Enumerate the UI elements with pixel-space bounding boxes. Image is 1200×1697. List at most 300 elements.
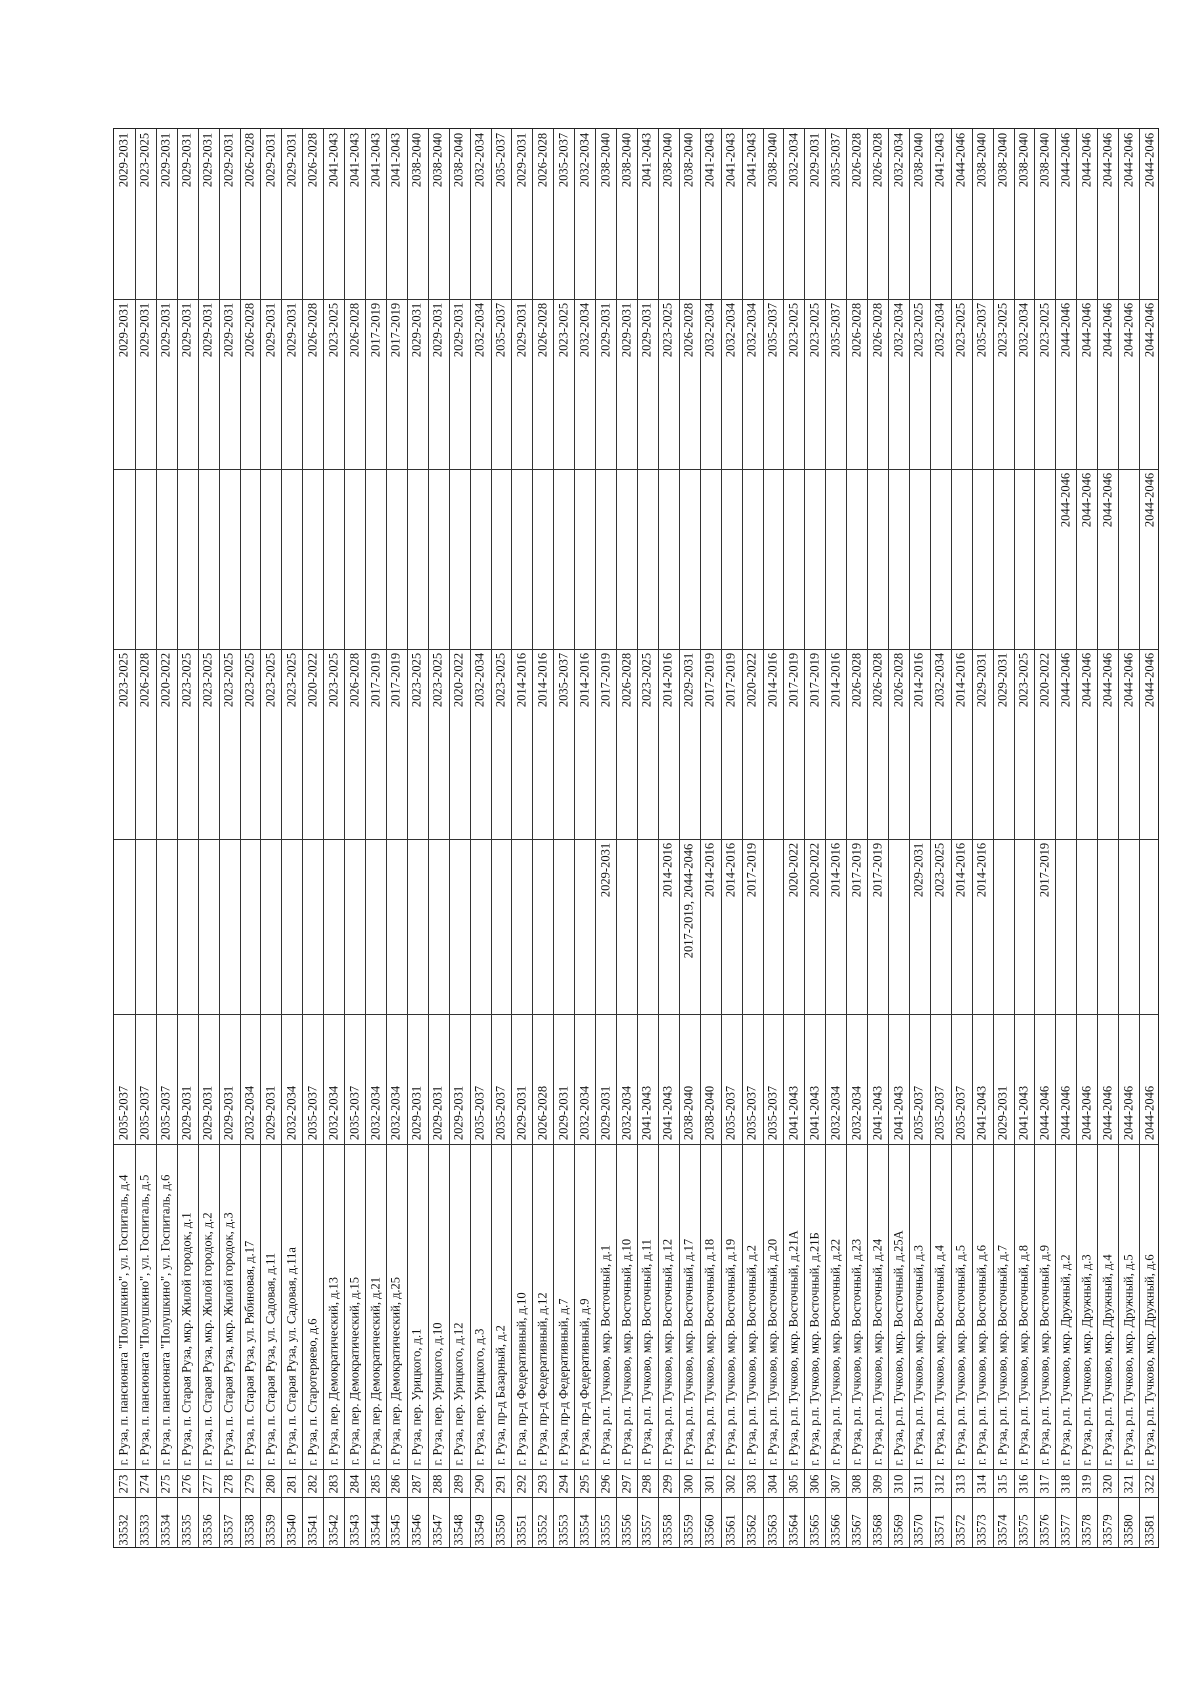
table-cell-c9: 2026-2028 [305,132,320,188]
table-cell-c4: 2044-2046 [1079,1085,1094,1141]
table-cell-id: 33546 [409,1513,424,1546]
table-cell-c8: 2044-2046 [1121,302,1136,358]
table-cell-c4: 2038-2040 [702,1085,717,1141]
table-cell-address: г. Руза, р.п. Тучково, мкр. Дружный, д.4 [1100,1253,1115,1466]
table-cell-address: г. Руза, пер. Демократический, д.13 [326,1276,341,1466]
table-cell-c5: 2014-2016 [974,842,989,898]
table-cell-address: г. Руза, р.п. Тучково, мкр. Восточный, д.21А [786,1229,801,1466]
row-separator [804,129,805,1547]
table-cell-n: 274 [137,1474,152,1493]
row-separator [888,129,889,1547]
table-cell-n: 298 [639,1474,654,1493]
table-cell-c5: 2029-2031 [598,842,613,898]
table-cell-id: 33545 [388,1513,403,1546]
table-cell-c6: 2023-2025 [409,652,424,708]
table-cell-c6: 2023-2025 [430,652,445,708]
table-cell-c6: 2026-2028 [619,652,634,708]
table-cell-n: 285 [368,1474,382,1493]
table-cell-c6: 2014-2016 [765,652,780,708]
row-separator [177,129,178,1547]
table-cell-c5: 2017-2019 [870,842,885,898]
table-cell-c8: 2032-2034 [891,302,905,358]
row-separator [532,129,533,1547]
row-separator [156,129,157,1547]
table-cell-c9: 2038-2040 [409,132,424,188]
table-cell-n: 286 [388,1474,403,1493]
row-separator [574,129,575,1547]
table-cell-c6: 2017-2019 [786,652,801,708]
table-cell-address: г. Руза, р.п. Тучково, мкр. Дружный, д.5 [1121,1253,1136,1466]
table-cell-c4: 2029-2031 [556,1085,571,1141]
table-cell-n: 275 [158,1474,173,1493]
table-cell-id: 33569 [891,1513,905,1546]
table-cell-address: г. Руза, п. Старая Руза, мкр. Жилой городок, д.3 [221,1211,236,1466]
table-cell-c6: 2014-2016 [911,652,926,708]
table-cell-c8: 2026-2028 [849,302,864,358]
table-cell-c6: 2023-2025 [179,652,194,708]
table-cell-c8: 2029-2031 [263,302,278,358]
table-cell-c8: 2029-2031 [451,302,466,358]
table-cell-c6: 2026-2028 [137,652,152,708]
table-cell-c4: 2035-2037 [347,1085,362,1141]
table-cell-c8: 2032-2034 [744,302,759,358]
table-cell-c6: 2026-2028 [870,652,885,708]
table-cell-n: 294 [556,1474,571,1493]
table-cell-c8: 2029-2031 [430,302,445,358]
table-cell-address: г. Руза, р.п. Тучково, мкр. Восточный, д.8 [1016,1245,1031,1465]
table-cell-n: 322 [1142,1474,1157,1493]
table-cell-id: 33553 [556,1513,571,1546]
table-cell-c9: 2038-2040 [974,132,989,188]
table-cell-c9: 2032-2034 [472,132,487,188]
table-cell-c7: 2044-2046 [1100,472,1115,528]
table-cell-c4: 2035-2037 [765,1085,780,1141]
table-cell-address: г. Руза, р.п. Тучково, мкр. Восточный, д.5 [953,1245,968,1465]
table-cell-c9: 2044-2046 [1079,132,1094,188]
table-cell-id: 33551 [514,1513,529,1546]
table-cell-address: г. Руза, пер. Демократический, д.25 [388,1276,403,1466]
table-cell-c9: 2044-2046 [1121,132,1136,188]
table-cell-c8: 2032-2034 [577,302,592,358]
row-separator [825,129,826,1547]
table-cell-id: 33564 [786,1513,801,1546]
table-cell-c4: 2035-2037 [911,1085,926,1141]
table-cell-c4: 2035-2037 [932,1085,947,1141]
table-cell-c9: 2041-2043 [368,132,382,188]
table-cell-id: 33548 [451,1513,466,1546]
table-cell-c6: 2029-2031 [974,652,989,708]
table-cell-c4: 2032-2034 [828,1085,843,1141]
table-cell-c9: 2044-2046 [1142,132,1157,188]
table-cell-c9: 2038-2040 [995,132,1010,188]
table-cell-c9: 2044-2046 [953,132,968,188]
table-cell-c6: 2020-2022 [1037,652,1052,708]
table-cell-c4: 2029-2031 [221,1085,236,1141]
table-cell-n: 308 [849,1474,864,1493]
table-cell-c6: 2023-2025 [221,652,236,708]
table-cell-c6: 2035-2037 [556,652,571,708]
table-cell-n: 292 [514,1474,529,1493]
table-cell-address: г. Руза, р.п. Тучково, мкр. Восточный, д.17 [681,1238,696,1466]
table-cell-c9: 2026-2028 [849,132,864,188]
table-cell-c8: 2023-2025 [326,302,341,358]
table-cell-c6: 2020-2022 [744,652,759,708]
table-cell-c9: 2035-2037 [828,132,843,188]
table-cell-c9: 2029-2031 [200,132,215,188]
table-cell-n: 302 [723,1474,738,1493]
table-cell-c5: 2014-2016 [723,842,738,898]
row-separator [240,129,241,1547]
table-cell-c9: 2029-2031 [514,132,529,188]
row-separator [930,129,931,1547]
row-separator [658,129,659,1547]
table-cell-c8: 2023-2025 [953,302,968,358]
row-separator [1034,129,1035,1547]
table-cell-c6: 2026-2028 [849,652,864,708]
row-separator [365,129,366,1547]
row-separator [1097,129,1098,1547]
table-cell-c6: 2032-2034 [472,652,487,708]
table-cell-c9: 2041-2043 [347,132,362,188]
table-cell-n: 311 [911,1474,926,1494]
table-cell-id: 33574 [995,1513,1010,1546]
table-cell-c5: 2017-2019 [744,842,759,898]
table-cell-c8: 2023-2025 [1037,302,1052,358]
table-cell-address: г. Руза, р.п. Тучково, мкр. Восточный, д.20 [765,1238,780,1466]
column-separator [114,299,1158,300]
table-cell-address: г. Руза, пр-д Базарный, д.2 [493,1325,508,1465]
table-cell-c8: 2032-2034 [702,302,717,358]
table-cell-n: 317 [1037,1474,1052,1493]
table-cell-id: 33570 [911,1513,926,1546]
column-separator [114,1014,1158,1015]
table-cell-c4: 2032-2034 [619,1085,634,1141]
table-cell-id: 33581 [1142,1513,1157,1546]
table-cell-id: 33550 [493,1513,508,1546]
table-cell-id: 33556 [619,1513,634,1546]
table-cell-address: г. Руза, р.п. Тучково, мкр. Восточный, д.21Б [807,1231,822,1466]
table-cell-id: 33565 [807,1513,822,1546]
table-cell-c5: 2014-2016 [702,842,717,898]
table-cell-c4: 2035-2037 [305,1085,320,1141]
table-cell-c4: 2032-2034 [388,1085,403,1141]
table-cell-c6: 2023-2025 [116,652,131,708]
row-separator [1055,129,1056,1547]
table-cell-n: 278 [221,1474,236,1493]
table-cell-id: 33561 [723,1513,738,1546]
table-cell-c9: 2032-2034 [786,132,801,188]
table-cell-address: г. Руза, р.п. Тучково, мкр. Восточный, д.1 [598,1245,613,1465]
table-cell-id: 33537 [221,1513,236,1546]
table-cell-id: 33544 [368,1513,382,1546]
table-cell-c6: 2032-2034 [932,652,947,708]
table-cell-c6: 2014-2016 [828,652,843,708]
table-cell-c4: 2041-2043 [639,1085,654,1141]
table-cell-c4: 2044-2046 [1037,1085,1052,1141]
table-cell-c8: 2029-2031 [179,302,194,358]
table-cell-c5: 2020-2022 [807,842,822,898]
column-separator [114,1144,1158,1145]
table-cell-c4: 2029-2031 [451,1085,466,1141]
table-cell-c9: 2041-2043 [639,132,654,188]
row-separator [302,129,303,1547]
table-cell-c4: 2032-2034 [368,1085,382,1141]
table-cell-c9: 2044-2046 [1100,132,1115,188]
table-cell-id: 33554 [577,1513,592,1546]
table-cell-address: г. Руза, пер. Демократический, д.15 [347,1276,362,1466]
table-cell-c6: 2014-2016 [660,652,675,708]
table-cell-c8: 2026-2028 [242,302,257,358]
row-separator [783,129,784,1547]
table-cell-c8: 2029-2031 [200,302,215,358]
row-separator [951,129,952,1547]
table-cell-address: г. Руза, пр-д Федеративный, д.7 [556,1298,571,1465]
table-cell-c4: 2041-2043 [1016,1085,1031,1141]
table-cell-c6: 2044-2046 [1142,652,1157,708]
table-cell-n: 310 [891,1474,905,1493]
table-cell-c9: 2038-2040 [681,132,696,188]
row-separator [1076,129,1077,1547]
table-cell-c9: 2038-2040 [1037,132,1052,188]
table-cell-address: г. Руза, р.п. Тучково, мкр. Восточный, д.18 [702,1238,717,1466]
table-cell-n: 319 [1079,1474,1094,1493]
table-cell-c9: 2041-2043 [388,132,403,188]
table-cell-c8: 2029-2031 [514,302,529,358]
table-cell-c9: 2029-2031 [284,132,299,188]
table-cell-c6: 2023-2025 [263,652,278,708]
table-cell-id: 33568 [870,1513,885,1546]
table-cell-address: г. Руза, р.п. Тучково, мкр. Восточный, д.3 [911,1245,926,1465]
table-cell-n: 273 [116,1474,131,1493]
table-cell-c9: 2041-2043 [723,132,738,188]
table-cell-id: 33543 [347,1513,362,1546]
table-cell-c9: 2026-2028 [535,132,550,188]
row-separator [386,129,387,1547]
table-cell-c5: 2014-2016 [953,842,968,898]
table-cell-c4: 2035-2037 [472,1085,487,1141]
table-cell-c4: 2029-2031 [514,1085,529,1141]
table-cell-address: г. Руза, пр-д Федеративный, д.12 [535,1291,550,1466]
table-cell-c8: 2029-2031 [158,302,173,358]
table-cell-c6: 2020-2022 [158,652,173,708]
table-cell-c6: 2023-2025 [493,652,508,708]
table-cell-c6: 2017-2019 [598,652,613,708]
table-cell-c8: 2044-2046 [1142,302,1157,358]
table-cell-address: г. Руза, р.п. Тучково, мкр. Дружный, д.6 [1142,1253,1157,1466]
table-cell-n: 284 [347,1474,362,1493]
table-cell-n: 300 [681,1474,696,1493]
table-cell-n: 318 [1058,1474,1073,1493]
table-cell-c5: 2014-2016 [828,842,843,898]
table-cell-n: 283 [326,1474,341,1493]
table-cell-c6: 2017-2019 [368,652,382,708]
table-cell-c8: 2035-2037 [974,302,989,358]
table-cell-c8: 2029-2031 [221,302,236,358]
table-cell-c8: 2029-2031 [409,302,424,358]
table-cell-n: 312 [932,1474,947,1493]
table-cell-c9: 2038-2040 [451,132,466,188]
table-cell-address: г. Руза, р.п. Тучково, мкр. Восточный, д.4 [932,1245,947,1465]
row-separator [1118,129,1119,1547]
table-cell-c6: 2044-2046 [1079,652,1094,708]
table-cell-n: 313 [953,1474,968,1493]
table-cell-id: 33566 [828,1513,843,1546]
table-cell-id: 33542 [326,1513,341,1546]
row-separator [595,129,596,1547]
table-cell-c9: 2035-2037 [493,132,508,188]
table-cell-c5: 2017-2019, 2044-2046 [681,843,696,958]
table-cell-n: 277 [200,1474,215,1493]
table-cell-c7: 2044-2046 [1079,472,1094,528]
table-cell-c4: 2041-2043 [891,1085,905,1141]
table-cell-c8: 2017-2019 [368,302,382,358]
table-cell-id: 33535 [179,1513,194,1546]
table-cell-c6: 2023-2025 [326,652,341,708]
row-separator [344,129,345,1547]
row-separator [260,129,261,1547]
table-cell-c6: 2023-2025 [639,652,654,708]
table-cell-address: г. Руза, п. пансионата "Полушкино", ул. Госпиталь, д.6 [158,1174,173,1465]
table-cell-c8: 2023-2025 [807,302,822,358]
table-cell-address: г. Руза, пер. Демократический, д.21 [368,1276,382,1466]
table-cell-n: 279 [242,1474,257,1493]
table-cell-c8: 2026-2028 [870,302,885,358]
table-cell-id: 33572 [953,1513,968,1546]
table-cell-address: г. Руза, пер. Урицкого, д.10 [430,1321,445,1466]
table-cell-c8: 2029-2031 [116,302,131,358]
table-cell-c4: 2041-2043 [807,1085,822,1141]
table-cell-c4: 2035-2037 [493,1085,508,1141]
table-cell-c8: 2032-2034 [472,302,487,358]
table-cell-c4: 2029-2031 [409,1085,424,1141]
table-cell-c4: 2044-2046 [1142,1085,1157,1141]
table-cell-c8: 2032-2034 [723,302,738,358]
table-cell-c6: 2020-2022 [451,652,466,708]
row-separator [867,129,868,1547]
table-cell-c8: 2023-2025 [786,302,801,358]
table-cell-c4: 2029-2031 [263,1085,278,1141]
row-separator [700,129,701,1547]
table-cell-c9: 2026-2028 [242,132,257,188]
table-cell-c9: 2038-2040 [765,132,780,188]
table-cell-c6: 2023-2025 [242,652,257,708]
table-cell-n: 304 [765,1474,780,1493]
table-cell-c6: 2017-2019 [388,652,403,708]
table-cell-c6: 2029-2031 [995,652,1010,708]
table-cell-address: г. Руза, пер. Урицкого, д.3 [472,1328,487,1465]
table-cell-address: г. Руза, пр-д Федеративный, д.9 [577,1298,592,1465]
row-separator [1014,129,1015,1547]
column-separator [114,1497,1158,1498]
table-cell-n: 299 [660,1474,675,1493]
row-separator [909,129,910,1547]
row-separator [679,129,680,1547]
table-cell-n: 282 [305,1474,320,1493]
table-cell-address: г. Руза, р.п. Тучково, мкр. Восточный, д.6 [974,1245,989,1465]
table-cell-c8: 2044-2046 [1079,302,1094,358]
table-cell-c6: 2026-2028 [891,652,905,708]
table-cell-n: 293 [535,1474,550,1493]
table-cell-c5: 2023-2025 [932,842,947,898]
table-cell-n: 320 [1100,1474,1115,1493]
table-cell-address: г. Руза, пр-д Федеративный, д.10 [514,1291,529,1466]
row-separator [219,129,220,1547]
table-cell-c4: 2044-2046 [1058,1085,1073,1141]
table-cell-c7: 2044-2046 [1142,472,1157,528]
row-separator [511,129,512,1547]
table-cell-c4: 2029-2031 [995,1085,1010,1141]
table-cell-c9: 2032-2034 [577,132,592,188]
row-separator [637,129,638,1547]
table-cell-id: 33560 [702,1513,717,1546]
row-separator [281,129,282,1547]
table-cell-address: г. Руза, п. пансионата "Полушкино", ул. Госпиталь, д.4 [116,1174,131,1465]
table-cell-id: 33562 [744,1513,759,1546]
table-cell-c9: 2032-2034 [891,132,905,188]
table-cell-n: 314 [974,1474,989,1493]
table-cell-address: г. Руза, р.п. Тучково, мкр. Восточный, д.23 [849,1238,864,1466]
table-cell-c8: 2035-2037 [828,302,843,358]
column-separator [114,1469,1158,1470]
table-cell-id: 33536 [200,1513,215,1546]
row-separator [491,129,492,1547]
table-cell-c4: 2035-2037 [158,1085,173,1141]
rotated-document-table [113,128,1159,1548]
table-cell-c9: 2041-2043 [932,132,947,188]
table-cell-c6: 2044-2046 [1058,652,1073,708]
table-cell-n: 321 [1121,1474,1136,1493]
table-cell-c8: 2044-2046 [1058,302,1073,358]
table-cell-n: 291 [493,1474,508,1493]
table-cell-address: г. Руза, п. Старая Руза, ул. Садовая, д.11 [263,1252,278,1466]
row-separator [616,129,617,1547]
table-cell-c4: 2026-2028 [535,1085,550,1141]
table-cell-address: г. Руза, р.п. Тучково, мкр. Восточный, д.9 [1037,1245,1052,1465]
row-separator [763,129,764,1547]
table-cell-c9: 2038-2040 [911,132,926,188]
table-cell-n: 306 [807,1474,822,1493]
table-cell-n: 316 [1016,1474,1031,1493]
table-cell-n: 288 [430,1474,445,1493]
table-cell-c4: 2041-2043 [974,1085,989,1141]
table-cell-c5: 2020-2022 [786,842,801,898]
table-cell-c9: 2038-2040 [598,132,613,188]
table-cell-n: 309 [870,1474,885,1493]
table-cell-n: 281 [284,1474,299,1493]
table-cell-address: г. Руза, р.п. Тучково, мкр. Дружный, д.3 [1079,1253,1094,1466]
table-cell-c8: 2023-2025 [995,302,1010,358]
table-cell-n: 315 [995,1474,1010,1493]
table-cell-c8: 2017-2019 [388,302,403,358]
table-cell-id: 33539 [263,1513,278,1546]
row-separator [407,129,408,1547]
table-cell-c8: 2029-2031 [137,302,152,358]
table-cell-n: 276 [179,1474,194,1493]
table-cell-id: 33575 [1016,1513,1031,1546]
table-cell-c4: 2038-2040 [681,1085,696,1141]
table-cell-c9: 2041-2043 [744,132,759,188]
row-separator [972,129,973,1547]
table-cell-c9: 2044-2046 [1058,132,1073,188]
table-cell-address: г. Руза, п. пансионата "Полушкино", ул. Госпиталь, д.5 [137,1174,152,1465]
row-separator [1139,129,1140,1547]
table-cell-c6: 2044-2046 [1121,652,1136,708]
table-cell-address: г. Руза, п. Старая Руза, ул. Рябиновая, д.17 [242,1240,257,1466]
table-cell-c8: 2023-2025 [911,302,926,358]
table-cell-id: 33567 [849,1513,864,1546]
table-cell-id: 33576 [1037,1513,1052,1546]
table-cell-id: 33580 [1121,1513,1136,1546]
